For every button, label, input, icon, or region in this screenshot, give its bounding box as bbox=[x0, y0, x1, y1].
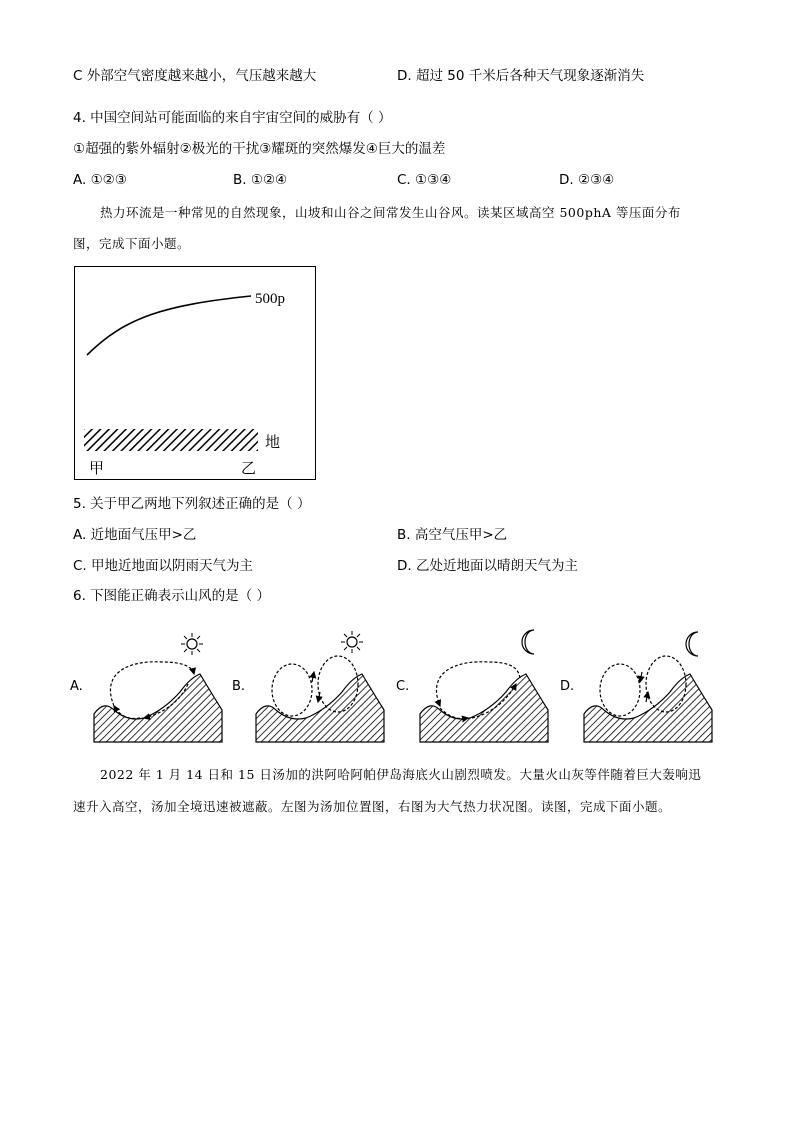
q5-option-d: D. 乙处近地面以晴朗天气为主 bbox=[397, 558, 578, 574]
isobar-figure bbox=[74, 266, 316, 480]
panel-c-label: C. bbox=[396, 679, 410, 694]
passage2-line1: 2022 年 1 月 14 日和 15 日汤加的洪阿哈阿帕伊岛海底火山剧烈喷发。大量火山灰等伴随着巨大轰响迅 bbox=[100, 767, 702, 782]
panel-b-label: B. bbox=[232, 679, 246, 694]
q5-option-c: C. 甲地近地面以阴雨天气为主 bbox=[73, 558, 254, 574]
panel-a-label: A. bbox=[70, 679, 83, 694]
panel-d bbox=[560, 632, 712, 742]
mountain-wind-options-figure bbox=[70, 622, 730, 752]
passage1-line1: 热力环流是一种常见的自然现象，山坡和山谷之间常发生山谷风。读某区域高空 500phA 等压面分布 bbox=[100, 205, 681, 220]
moon-icon bbox=[686, 632, 698, 656]
passage2-line2: 速升入高空，汤加全境迅速被遮蔽。左图为汤加位置图，右图为大气热力状况图。读图，完成下面小题。 bbox=[73, 799, 672, 814]
q4-items: ①超强的紫外辐射②极光的干扰③耀斑的突然爆发④巨大的温差 bbox=[73, 141, 446, 157]
q4-option-a: A. ①②③ bbox=[73, 172, 127, 188]
q5-option-a: A. 近地面气压甲>乙 bbox=[73, 527, 197, 543]
q4-option-c: C. ①③④ bbox=[397, 172, 452, 188]
place-yi-label: 乙 bbox=[241, 459, 257, 477]
panel-c bbox=[396, 630, 548, 742]
panel-d-label: D. bbox=[560, 679, 575, 694]
q6-stem: 6. 下图能正确表示山风的是（ ） bbox=[73, 588, 270, 604]
panel-a bbox=[70, 633, 222, 742]
sun-icon bbox=[181, 633, 203, 655]
isobar-curve bbox=[87, 296, 251, 355]
isobar-label: 500p bbox=[255, 291, 285, 307]
q5-option-b: B. 高空气压甲>乙 bbox=[397, 527, 508, 543]
q3-option-c: C 外部空气密度越来越小，气压越来越大 bbox=[73, 68, 317, 84]
q4-option-d: D. ②③④ bbox=[559, 172, 615, 188]
q4-option-b: B. ①②④ bbox=[233, 172, 288, 188]
place-jia-label: 甲 bbox=[89, 459, 105, 477]
ground-label: 地 bbox=[265, 433, 281, 451]
q4-stem: 4. 中国空间站可能面临的来自宇宙空间的威胁有（ ） bbox=[73, 110, 392, 126]
q3-option-d: D. 超过 50 千米后各种天气现象逐渐消失 bbox=[397, 68, 645, 84]
ground-hatch bbox=[84, 429, 258, 451]
panel-b bbox=[232, 631, 384, 742]
moon-icon bbox=[522, 630, 534, 654]
passage1-line2: 图，完成下面小题。 bbox=[73, 236, 191, 251]
q5-stem: 5. 关于甲乙两地下列叙述正确的是（ ） bbox=[73, 496, 311, 512]
sun-icon bbox=[341, 631, 363, 653]
